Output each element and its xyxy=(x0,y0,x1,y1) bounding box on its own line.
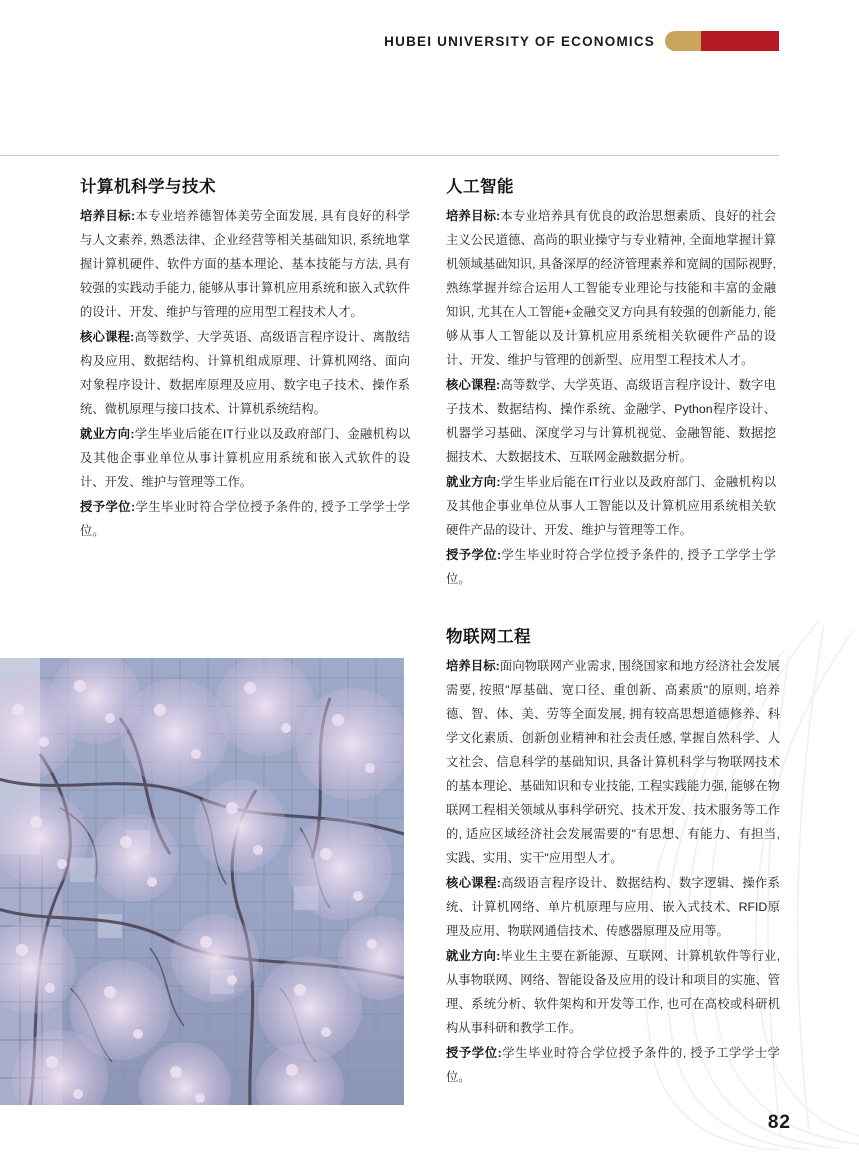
paragraph-training-objective xyxy=(446,655,780,871)
paragraph-career-direction xyxy=(80,423,410,495)
paragraph-text: 高等数学、大学英语、高级语言程序设计、数字电子技术、数据结构、操作系统、金融学、Python程序设计、机器学习基础、深度学习与计算机视觉、金融智能、数据挖掘技术、大数据技术、互联网金融数据分析。 xyxy=(446,377,776,464)
paragraph-label: 就业方向: xyxy=(446,474,501,489)
paragraph-text: 学生毕业时符合学位授予条件的, 授予工学学士学位。 xyxy=(446,1045,780,1084)
paragraph-text: 学生毕业时符合学位授予条件的, 授予工学学士学位。 xyxy=(80,499,410,538)
page-number: 82 xyxy=(767,1112,791,1133)
paragraph-label: 培养目标: xyxy=(446,209,501,224)
header-gold-accent xyxy=(665,31,701,51)
paragraph-label: 核心课程: xyxy=(80,329,135,344)
paragraph-label: 授予学位: xyxy=(446,1045,502,1060)
paragraph-text: 学生毕业时符合学位授予条件的, 授予工学学士学位。 xyxy=(446,547,776,586)
paragraph-label: 就业方向: xyxy=(446,948,501,963)
section-iot-engineering xyxy=(446,626,780,1091)
section-title-iot-engineering: 物联网工程 xyxy=(446,628,531,646)
paragraph-label: 就业方向: xyxy=(80,426,135,441)
paragraph-core-courses xyxy=(446,872,780,944)
paragraph-degree-awarded xyxy=(446,544,776,592)
header-red-accent xyxy=(701,31,779,51)
paragraph-career-direction xyxy=(446,945,780,1041)
paragraph-label: 授予学位: xyxy=(446,547,502,562)
section-artificial-intelligence xyxy=(446,176,776,593)
paragraph-degree-awarded xyxy=(80,496,410,544)
paragraph-core-courses xyxy=(446,374,776,470)
paragraph-text: 学生毕业后能在IT行业以及政府部门、金融机构以及其他企事业单位从事计算机应用系统和嵌入式软件的设计、开发、维护与管理等工作。 xyxy=(80,426,410,489)
section-title-artificial-intelligence: 人工智能 xyxy=(446,178,514,196)
institution-name: HUBEI UNIVERSITY OF ECONOMICS xyxy=(384,33,655,49)
paragraph-label: 培养目标: xyxy=(80,209,136,224)
paragraph-text: 本专业培养德智体美劳全面发展, 具有良好的科学与人文素养, 熟悉法律、企业经营等相关基础知识, 系统地掌握计算机硬件、软件方面的基本理论、基本技能与方法, 具有较强的实践动手能力, 能够从事计算机应用系统和嵌入式软件的设计、开发、维护与管理的应用型工程技术人才。 xyxy=(80,209,410,319)
paragraph-career-direction xyxy=(446,471,776,543)
header-divider xyxy=(0,155,779,156)
section-computer-science xyxy=(80,176,410,545)
paragraph-label: 核心课程: xyxy=(446,377,501,392)
paragraph-degree-awarded xyxy=(446,1042,780,1090)
paragraph-text: 毕业生主要在新能源、互联网、计算机软件等行业, 从事物联网、网络、智能设备及应用的设计和项目的实施、管理、系统分析、软件架构和开发等工作, 也可在高校或科研机构从事科研和教学工作。 xyxy=(446,948,780,1035)
paragraph-label: 授予学位: xyxy=(80,499,136,514)
paragraph-text: 高级语言程序设计、数据结构、数字逻辑、操作系统、计算机网络、单片机原理与应用、嵌入式技术、RFID原理及应用、物联网通信技术、传感器原理及应用等。 xyxy=(446,875,780,938)
paragraph-label: 核心课程: xyxy=(446,875,501,890)
paragraph-text: 本专业培养具有优良的政治思想素质、良好的社会主义公民道德、高尚的职业操守与专业精神, 全面地掌握计算机领域基础知识, 具备深厚的经济管理素养和宽阔的国际视野, 熟练掌握并综合运用人工智能专业理论与技能和丰富的金融知识, 尤其在人工智能+金融交叉方向具有较强的创新能力, 能够从事人工智能以及计算机应用系统相关软硬件产品的设计、开发、维护与管理的创新型、应用型工程技术人才。 xyxy=(446,209,776,367)
paragraph-training-objective xyxy=(80,205,410,325)
paragraph-text: 面向物联网产业需求, 围绕国家和地方经济社会发展需要, 按照"厚基础、宽口径、重创新、高素质"的原则, 培养德、智、体、美、劳等全面发展, 拥有较高思想道德修养、科学文化素质、创新创业精神和社会责任感, 掌握自然科学、人文社会、信息科学的基础知识, 具备计算机科学与物联网技术的基本理论、基础知识和专业技能, 工程实践能力强, 能够在物联网工程相关领域从事科学研究、技术开发、技术服务等工作的, 适应区域经济社会发展需要的"有思想、有能力、有担当, 实践、实用、实干"应用型人才。 xyxy=(446,659,780,865)
paragraph-training-objective xyxy=(446,205,776,373)
paragraph-text: 学生毕业后能在IT行业以及政府部门、金融机构以及其他企事业单位从事人工智能以及计算机应用系统相关软硬件产品的设计、开发、维护与管理等工作。 xyxy=(446,474,776,537)
paragraph-label: 培养目标: xyxy=(446,659,500,674)
section-title-computer-science: 计算机科学与技术 xyxy=(80,178,216,196)
campus-photo xyxy=(0,658,404,1105)
paragraph-core-courses xyxy=(80,326,410,422)
page-header xyxy=(384,28,779,54)
paragraph-text: 高等数学、大学英语、高级语言程序设计、离散结构及应用、数据结构、计算机组成原理、计算机网络、面向对象程序设计、数据库原理及应用、数字电子技术、操作系统、微机原理与接口技术、计算机系统结构。 xyxy=(80,329,410,416)
